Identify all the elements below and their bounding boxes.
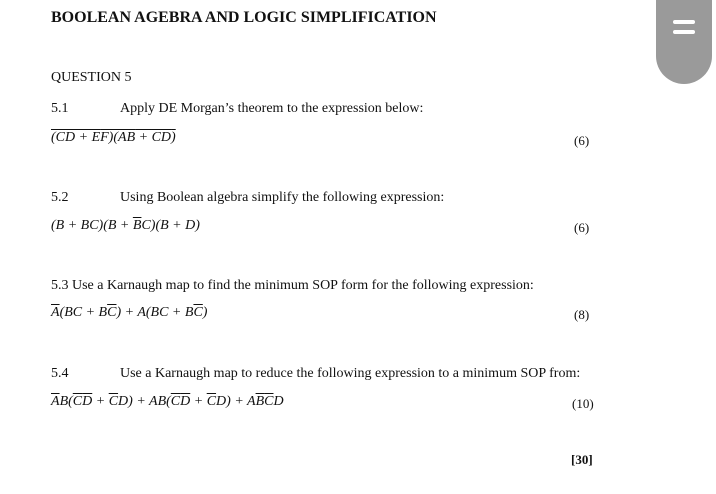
question-5-1-marks: (6) <box>574 133 590 148</box>
question-5-1-number: 5.1 <box>51 101 69 116</box>
question-5-4-number: 5.4 <box>51 366 69 381</box>
document-title: BOOLEAN AGEBRA AND LOGIC SIMPLIFICATION <box>51 9 437 26</box>
question-5-2-instruction: Using Boolean algebra simplify the following expression: <box>120 190 445 205</box>
question-5-4-instruction: Use a Karnaugh map to reduce the following expression to a minimum SOP from: <box>120 366 581 381</box>
question-5-2-expression: $(B + BC)(B + \overline{B}C)(B + D)$ <box>51 218 200 233</box>
grip-icon <box>673 20 695 40</box>
question-5-2-marks: (6) <box>574 220 590 235</box>
question-5-4-expression: $\overline{A}B(\overline{C}\overline{D} + \overline{C}D) + AB(\overline{C}\overline{D} + \overline{C}D) + A\overline{B}\overline{C}D$ <box>51 394 284 409</box>
question-heading: QUESTION 5 <box>51 70 132 85</box>
question-5-1-instruction: Apply DE Morgan’s theorem to the expression below: <box>120 101 424 116</box>
question-5-4-marks: (10) <box>572 396 594 411</box>
total-marks: [30] <box>571 452 593 467</box>
question-5-1-expression: (CD + EF)(AB + CD) <box>51 130 176 145</box>
question-5-3-expression: $\overline{A}(BC + B\overline{C}) + A(BC + B\overline{C})$ <box>51 305 208 320</box>
question-5-3-marks: (8) <box>574 307 590 322</box>
question-5-2-number: 5.2 <box>51 190 69 205</box>
scrollbar-handle[interactable] <box>656 0 712 84</box>
question-5-3-instruction: 5.3 Use a Karnaugh map to find the minimum SOP form for the following expression: <box>51 278 534 293</box>
